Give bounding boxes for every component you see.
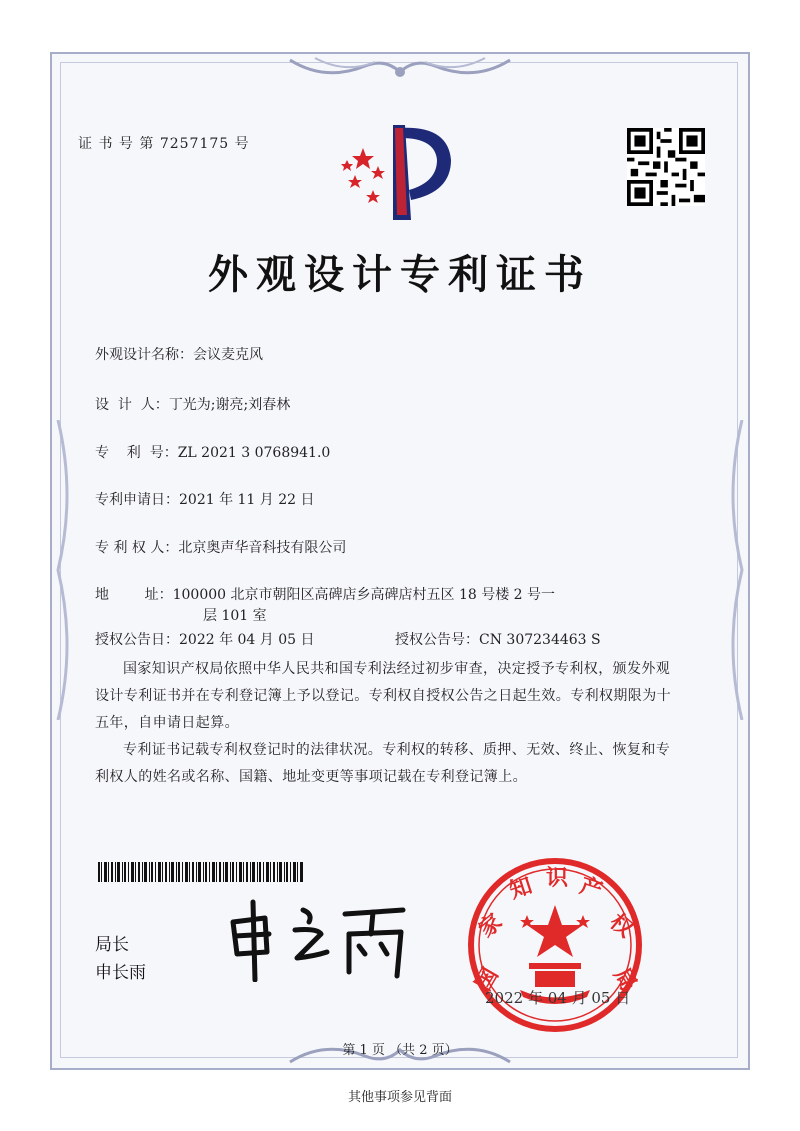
footer-note: 其他事项参见背面 (347, 1090, 452, 1105)
certificate-number-value: 7257175 (159, 136, 230, 152)
statement-paragraph-1 (95, 656, 709, 737)
page-number: 第 1 页 （共 2 页） (342, 1043, 458, 1058)
designer-row (95, 394, 290, 414)
certificate-number-label: 证 书 号 第 (78, 136, 155, 152)
address-label: 地 址： (95, 587, 173, 603)
barcode-icon (98, 862, 303, 882)
svg-text:家: 家 (474, 909, 508, 943)
left-ornament (50, 420, 80, 720)
patent-number-row (95, 442, 330, 462)
filing-date-row (95, 489, 315, 509)
filing-date-value: 2021 年 11 月 22 日 (179, 492, 315, 508)
statement-paragraph-2 (95, 737, 709, 791)
certificate-number (78, 133, 250, 153)
statement-line: 利权人的姓名或名称、国籍、地址变更等事项记载在专利登记簿上。 (95, 769, 527, 785)
statement-line: 五年，自申请日起算。 (95, 715, 239, 731)
qr-code-icon (627, 128, 705, 206)
filing-date-label: 专利申请日： (95, 492, 179, 508)
certificate-number-suffix: 号 (234, 136, 250, 152)
seal-date: 2022 年 04 月 05 日 (485, 989, 631, 1007)
patentee-value: 北京奥声华音科技有限公司 (178, 540, 347, 556)
page-title: 外观设计专利证书 (208, 251, 592, 298)
cnipa-logo-icon (333, 120, 473, 230)
design-name-row (95, 344, 263, 364)
statement-line: 专利证书记载专利权登记时的法律状况。专利权的转移、质押、无效、终止、恢复和专 (123, 742, 671, 758)
address-line-1: 100000 北京市朝阳区高碑店乡高碑店村五区 18 号楼 2 号一 (172, 587, 556, 603)
designer-label: 设 计 人： (95, 397, 169, 413)
svg-text:识: 识 (545, 866, 569, 891)
statement-line: 国家知识产权局依照中华人民共和国专利法经过初步审查，决定授予专利权，颁发外观 (123, 661, 671, 677)
top-ornament (285, 52, 515, 92)
patent-number-value: ZL 2021 3 0768941.0 (177, 445, 331, 461)
grant-date-value: 2022 年 04 月 05 日 (179, 632, 315, 648)
signature-title: 局长 (95, 935, 129, 955)
design-name-value: 会议麦克风 (193, 347, 263, 363)
patentee-row (95, 537, 346, 557)
grant-date-row (95, 629, 315, 649)
grant-date-label: 授权公告日： (95, 632, 179, 648)
svg-text:权: 权 (604, 909, 638, 943)
patent-number-label: 专 利 号： (95, 445, 178, 461)
statement-line: 设计专利证书并在专利登记簿上予以登记。专利权自授权公告之日起生效。专利权期限为十 (95, 688, 671, 704)
grant-number-label: 授权公告号： (395, 632, 479, 648)
right-ornament (720, 420, 750, 720)
patentee-label: 专 利 权 人： (95, 540, 179, 556)
svg-text:知: 知 (506, 873, 536, 905)
svg-text:产: 产 (576, 873, 606, 905)
address-line-2: 层 101 室 (203, 608, 267, 624)
svg-text:国: 国 (471, 963, 504, 996)
signature-name: 申长雨 (95, 963, 146, 983)
grant-number-row (395, 629, 601, 649)
official-seal (465, 855, 645, 1035)
designer-value: 丁光为;谢亮;刘春林 (168, 397, 291, 413)
address-row (95, 584, 555, 604)
svg-text:局: 局 (608, 963, 641, 996)
handwritten-signature (225, 892, 415, 982)
address-row-2 (203, 605, 267, 625)
design-name-label: 外观设计名称： (95, 347, 193, 363)
grant-number-value: CN 307234463 S (479, 632, 601, 648)
